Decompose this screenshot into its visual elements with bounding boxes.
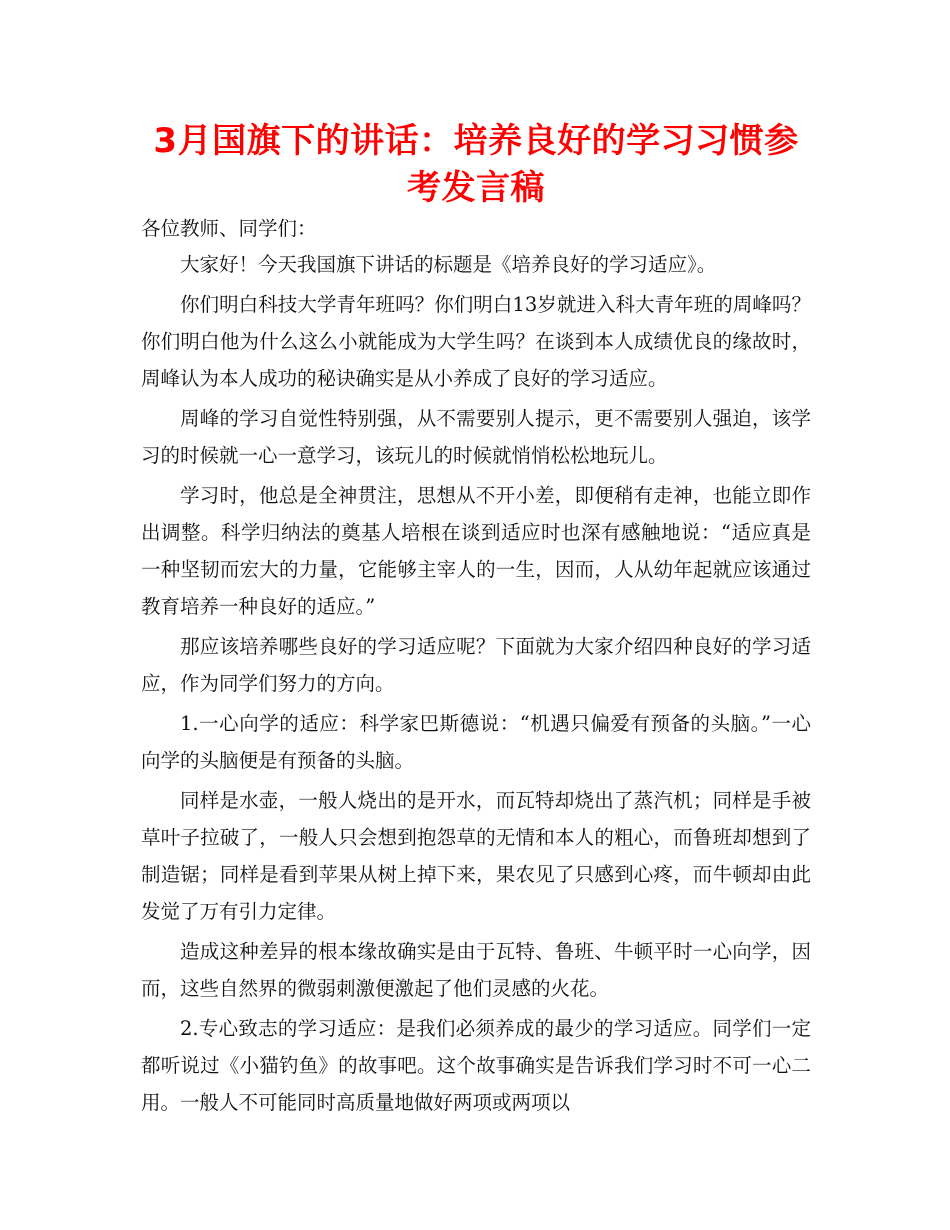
paragraph-greeting: 大家好！今天我国旗下讲话的标题是《培养良好的学习适应》。 [180, 253, 717, 276]
paragraph-self-discipline: 周峰的学习自觉性特别强，从不需要别人提示，更不需要别人强迫，该学习的时候就一心一意学习，该玩儿的时候就悄悄松松地玩儿。 [141, 407, 811, 467]
document-title: 3月国旗下的讲话：培养良好的学习习惯参考发言稿 [153, 121, 799, 208]
paragraph-reason: 造成这种差异的根本缘故确实是由于瓦特、鲁班、牛顿平时一心向学，因而，这些自然界的微弱刺激便激起了他们灵感的火花。 [141, 940, 811, 1000]
salutation: 各位教师、同学们： [141, 217, 317, 240]
paragraph-habit-one: 1.一心向学的适应：科学家巴斯德说：“机遇只偏爱有预备的头脑。”一心向学的头脑便是有预备的头脑。 [141, 712, 811, 772]
document-body [141, 212, 811, 1121]
paragraph-zhou-feng-intro: 你们明白科技大学青年班吗？你们明白13岁就进入科大青年班的周峰吗？你们明白他为什么这么小就能成为大学生吗？在谈到本人成绩优良的缘故时，周峰认为本人成功的秘诀确实是从小养成了良好的学习适应。 [141, 293, 811, 390]
paragraph-focus-bacon-quote: 学习时，他总是全神贯注，思想从不开小差，即便稍有走神，也能立即作出调整。科学归纳法的奠基人培根在谈到适应时也深有感触地说：“适应真是一种坚韧而宏大的力量，它能够主宰人的一生，因而，人从幼年起就应该通过教育培养一种良好的适应。” [141, 484, 811, 618]
paragraph-four-habits-intro: 那应该培养哪些良好的学习适应呢？下面就为大家介绍四种良好的学习适应，作为同学们努力的方向。 [141, 635, 811, 695]
paragraph-examples: 同样是水壶，一般人烧出的是开水，而瓦特却烧出了蒸汽机；同样是手被草叶子拉破了，一般人只会想到抱怨草的无情和本人的粗心，而鲁班却想到了制造锯；同样是看到苹果从树上掉下来，果农见了只感到心疼，而牛顿却由此发觉了万有引力定律。 [141, 789, 811, 923]
paragraph-habit-two: 2.专心致志的学习适应：是我们必须养成的最少的学习适应。同学们一定都听说过《小猫钓鱼》的故事吧。这个故事确实是告诉我们学习时不可一心二用。一般人不可能同时高质量地做好两项或两项以 [141, 1017, 811, 1114]
document-page [141, 118, 811, 1124]
